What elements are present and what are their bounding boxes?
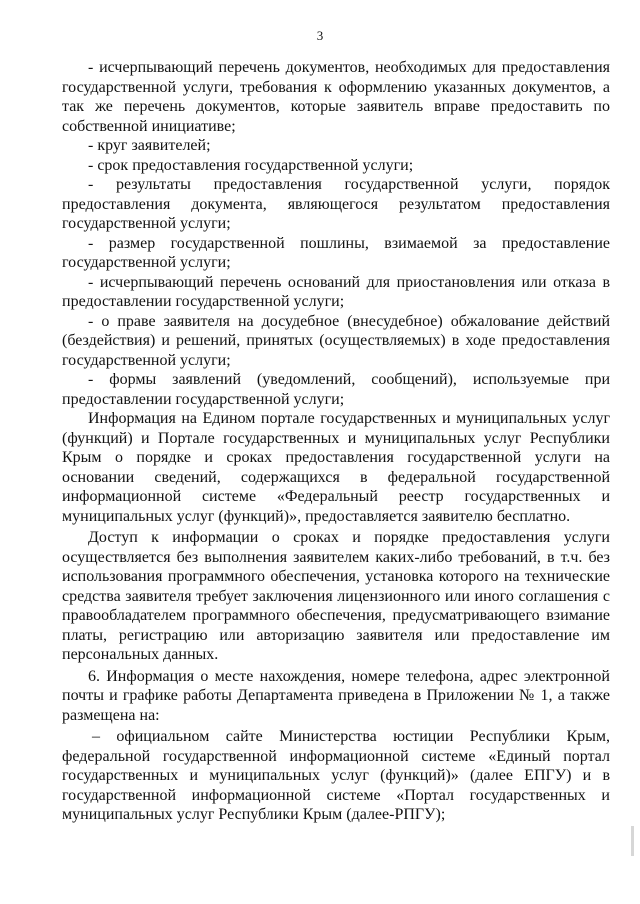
paragraph-service-term: - срок предоставления государственной услуги;: [88, 156, 414, 174]
page-number: 3: [316, 28, 324, 43]
paragraph-documents-list: - исчерпывающий перечень документов, необходимых для предоставления государственной услуги, требования к оформлению указанных документов, а так же перечень документов, которые заявитель вправе предоставить по собственной инициативе;: [62, 59, 610, 135]
paragraph-department-contacts: 6. Информация о месте нахождения, номере телефона, адрес электронной почты и графике работы Департамента приведена в Приложении № 1, а также размещена на:: [62, 667, 610, 724]
scan-edge-mark: [631, 826, 634, 856]
paragraph-official-sites: – официальном сайте Министерства юстиции Республики Крым, федеральной государственной информационной системе «Единый портал государственных и муниципальных услуг (функций)» (далее ЕПГУ) и в государственной информационной системе «Портал государственных и муниципальных услуг Республики Крым (далее-РПГУ);: [62, 728, 610, 823]
paragraph-information-access: Доступ к информации о сроках и порядке предоставления услуги осуществляется без выполнения заявителем каких-либо требований, в т.ч. без использования программного обеспечения, установка которого на технические средства заявителя требует заключения лицензионного или иного соглашения с правообладателем программного обеспечения, предусматривающего взимание платы, регистрацию или авторизацию заявителя или предоставление им персональных данных.: [62, 529, 610, 663]
paragraph-appeal-right: - о праве заявителя на досудебное (внесудебное) обжалование действий (бездействия) и решений, принятых (осуществляемых) в ходе предоставления государственной услуги;: [62, 312, 610, 369]
paragraph-state-fee: - размер государственной пошлины, взимаемой за предоставление государственной услуги;: [62, 234, 610, 271]
paragraph-portal-information: Информация на Едином портале государственных и муниципальных услуг (функций) и Портале государственных и муниципальных услуг Республики Крым о порядке и сроках предоставления государственной услуги на основании сведений, содержащихся в федеральной государственной информационной системе «Федеральный реестр государственных и муниципальных услуг (функций)», предоставляется заявителю бесплатно.: [62, 410, 610, 525]
paragraph-refusal-grounds: - исчерпывающий перечень оснований для приостановления или отказа в предоставлении государственной услуги;: [62, 273, 610, 310]
paragraph-applicants: - круг заявителей;: [88, 137, 211, 154]
paragraph-application-forms: - формы заявлений (уведомлений, сообщений), используемые при предоставлении государственной услуги;: [62, 371, 610, 408]
paragraph-service-results: - результаты предоставления государственной услуги, порядок предоставления документа, являющегося результатом предоставления государственной услуги;: [62, 176, 610, 232]
document-body: [62, 58, 610, 825]
